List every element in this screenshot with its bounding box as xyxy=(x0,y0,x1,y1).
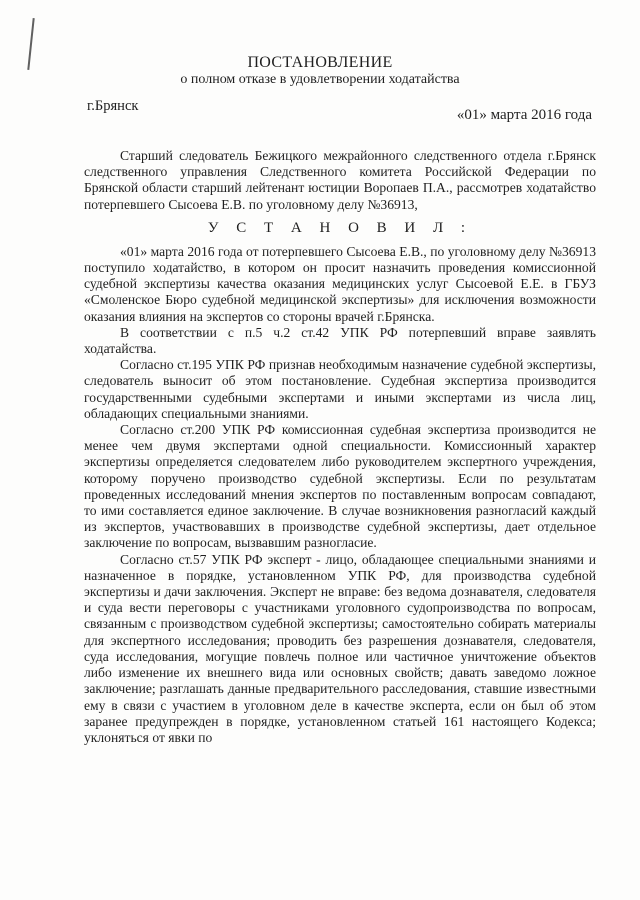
document-subtitle: о полном отказе в удовлетворении ходатайства xyxy=(180,72,460,87)
body-paragraph: «01» марта 2016 года от потерпевшего Сысоева Е.В., по уголовному делу №36913 поступило ходатайство, в котором он просит назначить проведения комиссионной судебной экспертизы качества оказания медицинских услуг Сысоевой Е.Е. в ГБУЗ «Смоленское Бюро судебной медицинской экспертизы» для исключения возможности оказания влияния на экспертов со стороны врачей г.Брянска. xyxy=(84,243,596,324)
document-title: ПОСТАНОВЛЕНИЕ xyxy=(247,54,393,71)
intro-paragraph: Старший следователь Бежицкого межрайонного следственного отдела г.Брянск следственного управления Следственного комитета Российской Федерации по Брянской области старший лейтенант юстиции Воропаев П.А., рассмотрев ходатайство потерпевшего Сысоева Е.В. по уголовному делу №36913, xyxy=(84,148,596,212)
document-body xyxy=(84,148,596,746)
body-paragraph: В соответствии с п.5 ч.2 ст.42 УПК РФ потерпевший вправе заявлять ходатайства. xyxy=(84,324,596,357)
document-date: «01» марта 2016 года xyxy=(456,107,592,123)
section-heading: У С Т А Н О В И Л : xyxy=(207,219,473,236)
body-paragraph: Согласно ст.57 УПК РФ эксперт - лицо, обладающее специальными знаниями и назначенное в порядке, установленном УПК РФ, для производства судебной экспертизы и дачи заключения. Эксперт не вправе: без ведома дознавателя, следователя и суда вести переговоры с участниками уголовного судопроизводства по вопросам, связанным с производством судебной экспертизы; самостоятельно собирать материалы для экспертного исследования; проводить без разрешения дознавателя, следователя, суда исследования, могущие повлечь полное или частичное уничтожение объектов либо изменение их внешнего вида или основных свойств; давать заведомо ложное заключение; разглашать данные предварительного расследования, ставшие известными ему в связи с участием в уголовном деле в качестве эксперта, если он был об этом заранее предупрежден в порядке, установленном статьей 161 настоящего Кодекса; уклоняться от явки по xyxy=(84,551,596,745)
body-paragraph: Согласно ст.200 УПК РФ комиссионная судебная экспертиза производится не менее чем двумя экспертами одной специальности. Комиссионный характер экспертизы определяется следователем либо руководителем экспертного учреждения, которому поручено производство судебной экспертизы. Если по результатам проведенных исследований мнения экспертов по поставленным вопросам совпадают, то ими составляется единое заключение. В случае возникновения разногласий каждый из экспертов, участвовавших в производстве судебной экспертизы, дает отдельное заключение по вопросам, вызвавшим разногласие. xyxy=(84,422,596,551)
document-city: г.Брянск xyxy=(87,98,139,114)
body-paragraph: Согласно ст.195 УПК РФ признав необходимым назначение судебной экспертизы, следователь выносит об этом постановление. Судебная экспертиза производится государственными судебными экспертами и иными экспертами из числа лиц, обладающих специальными знаниями. xyxy=(84,357,596,421)
